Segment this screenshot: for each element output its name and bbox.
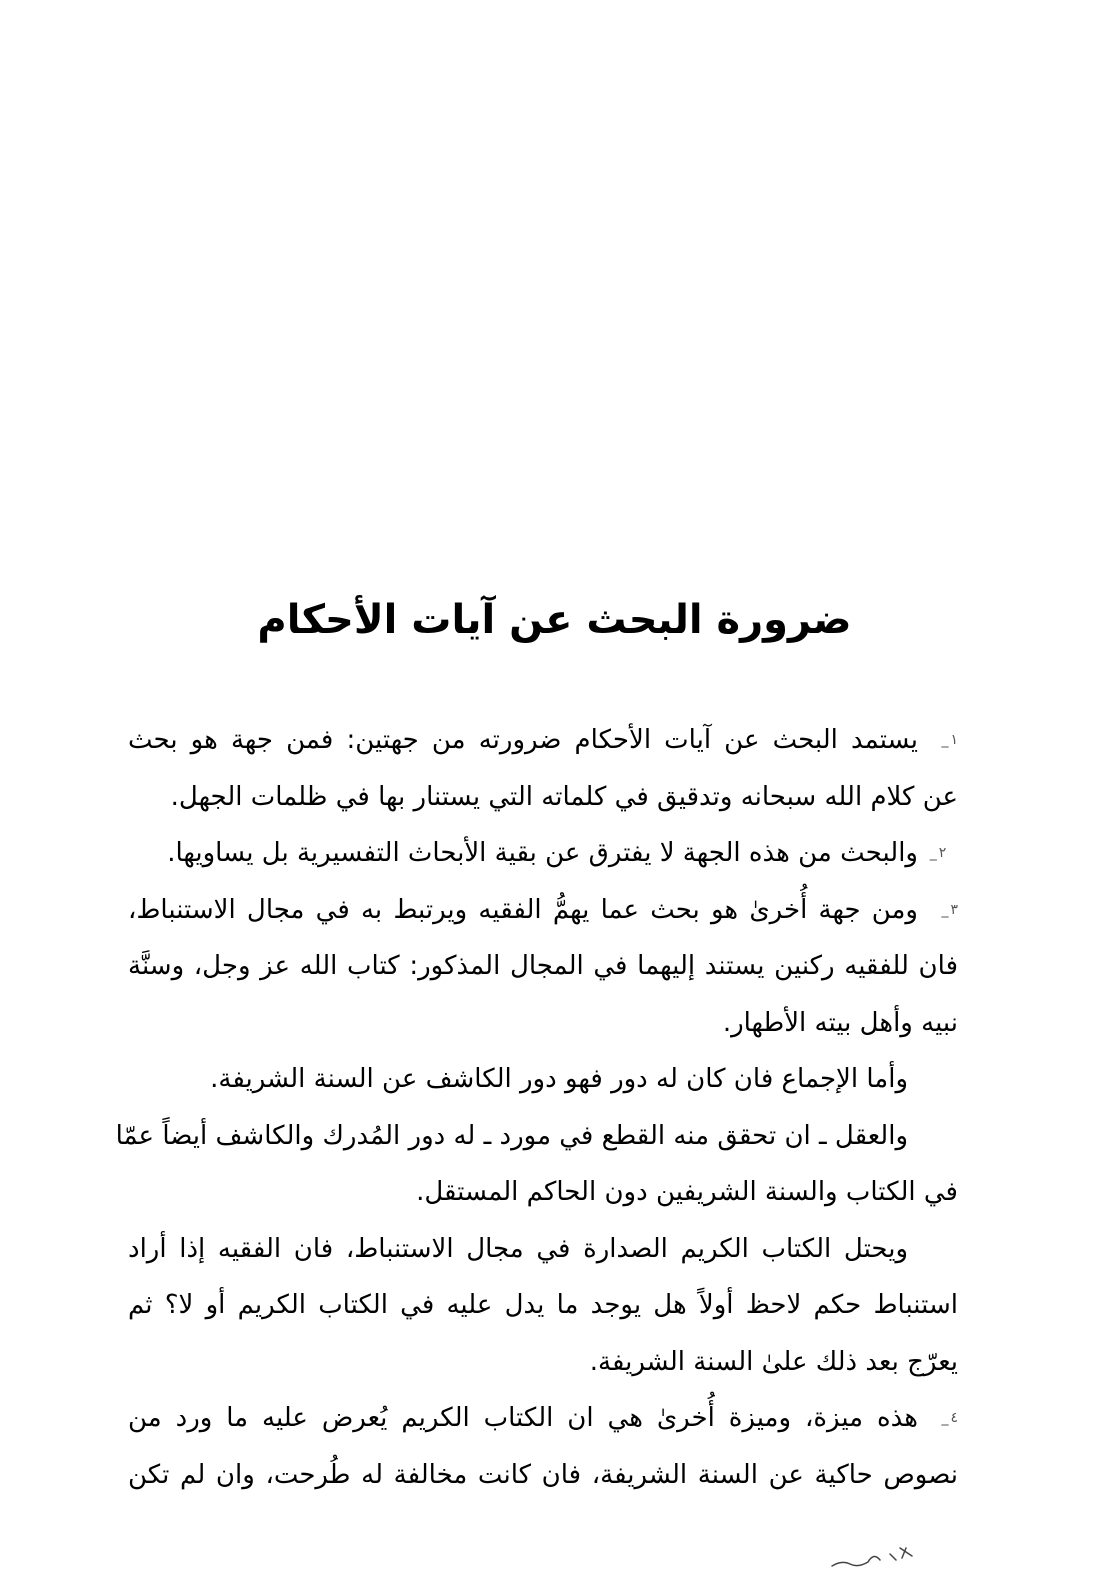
line-text: استنباط حكم لاحظ أولاً هل يوجد ما يدل عليه في الكتاب الكريم أو لا؟ ثم [128,1290,958,1320]
line-text: والبحث من هذه الجهة لا يفترق عن بقية الأبحاث التفسيرية بل يساويها. [167,838,918,868]
paragraph-number: ٢ _ [918,825,958,882]
line-text: في الكتاب والسنة الشريفين دون الحاكم المستقل. [416,1177,958,1207]
handwritten-mark-icon [828,1542,918,1572]
paragraph-line [128,1164,958,1221]
paragraph-number: ٣ _ [918,882,958,939]
paragraph-line [128,1447,958,1504]
paragraph-number: ٤ _ [918,1390,958,1447]
paragraph-line [128,1334,958,1391]
paragraph-number: ١ _ [918,712,958,769]
line-text: والعقل ـ ان تحقق منه القطع في مورد ـ له دور المُدرك والكاشف أيضاً عمّا [115,1120,908,1151]
body-text [115,712,958,1503]
paragraph-line [115,1108,958,1165]
line-text: يعرّج بعد ذلك علىٰ السنة الشريفة. [589,1346,958,1377]
paragraph-line [128,1277,958,1334]
paragraph-line [128,825,958,882]
line-text: يستمد البحث عن آيات الأحكام ضرورته من جهتين: فمن جهة هو بحث [128,725,918,755]
paragraph-line [128,712,958,769]
paragraph-line [128,1390,958,1447]
paragraph-line [128,769,958,826]
paragraph-line [128,1221,958,1278]
line-text: ومن جهة أُخرىٰ هو بحث عما يهمُّ الفقيه ويرتبط به في مجال الاستنباط، [128,894,918,925]
paragraph-line [128,882,958,939]
line-text: نبيه وأهل بيته الأطهار. [722,1007,958,1038]
line-text: هذه ميزة، وميزة أُخرىٰ هي ان الكتاب الكريم يُعرض عليه ما ورد من [128,1403,918,1433]
line-text: عن كلام الله سبحانه وتدقيق في كلماته التي يستنار بها في ظلمات الجهل. [170,781,958,812]
paragraph-line [128,938,958,995]
page-title: ضرورة البحث عن آيات الأحكام [257,597,852,643]
line-text: ويحتل الكتاب الكريم الصدارة في مجال الاستنباط، فان الفقيه إذا أراد [128,1233,908,1264]
line-text: نصوص حاكية عن السنة الشريفة، فان كانت مخالفة له طُرحت، وان لم تكن [128,1459,958,1490]
paragraph-line [128,1051,958,1108]
paragraph-line [128,995,958,1052]
line-text: فان للفقيه ركنين يستند إليهما في المجال المذكور: كتاب الله عز وجل، وسنَّة [128,951,958,981]
line-text: وأما الإجماع فان كان له دور فهو دور الكاشف عن السنة الشريفة. [210,1064,908,1094]
